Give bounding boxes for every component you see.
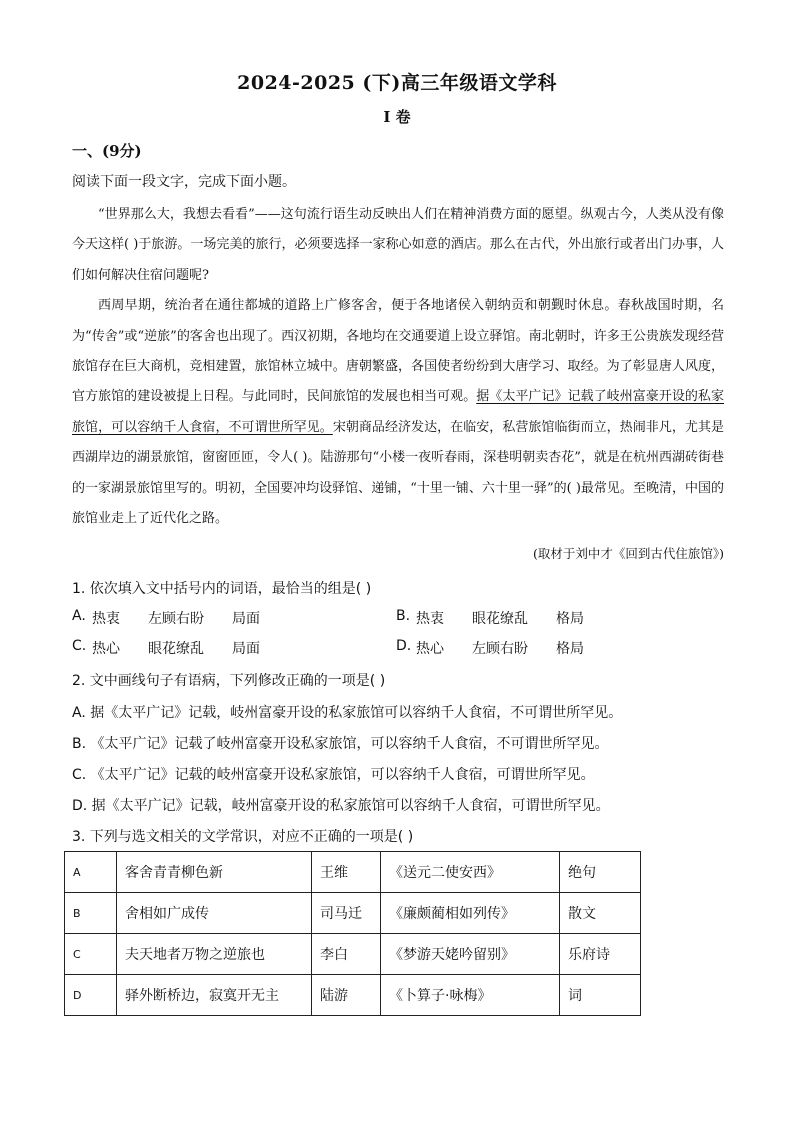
author: 王维 [312, 852, 381, 893]
row-key: D [65, 975, 117, 1016]
passage-source: (取材于刘中才《回到古代住旅馆》) [532, 546, 724, 561]
question-2-stem: 2. 文中画线句子有语病，下列修改正确的一项是( ) [72, 673, 386, 689]
passage-text: 西周早期，统治者在通往都城的道路上广修客舍，便于各地诸侯入朝纳贡和朝觐时休息。春秋战国时期，名为“传舍”或“逆旅”的客舍也出现了。西汉初期，各地均在交通要道上设立驿馆。南北朝时，许多王公贵族发现经营旅馆存在巨大商机，竞相建置，旅馆林立城中。唐朝繁盛，各国使者纷纷到大唐学习、取经。为了彰显唐人风度，官方旅馆的建设被提上日程。与此同时，民间旅馆的发展也相当可观。 [72, 298, 724, 405]
work-title: 《廉颇蔺相如列传》 [381, 893, 560, 934]
option-word: 热衷 [92, 611, 120, 627]
option-word: 左顾右盼 [472, 641, 528, 657]
quoted-line: 舍相如广成传 [117, 893, 312, 934]
underlined-sentence: 据《太平广记》记载了岐州富豪开设的私家旅馆，可以容纳千人食宿，不可谓世所罕见。 [72, 389, 724, 435]
work-title: 《梦游天姥吟留别》 [381, 934, 560, 975]
work-title: 《送元二使安西》 [381, 852, 560, 893]
option-word: 热心 [416, 641, 444, 657]
author: 李白 [312, 934, 381, 975]
instruction: 阅读下面一段文字，完成下面小题。 [72, 174, 296, 190]
passage-paragraph-1: “世界那么大，我想去看看”——这句流行语生动反映出人们在精神消费方面的愿望。纵观古今，人类从没有像今天这样( )于旅游。一场完美的旅行，必须要选择一家称心如意的酒店。那么在古代，外出旅行或者出门办事，人们如何解决住宿问题呢? [72, 207, 724, 283]
option-word: 局面 [232, 641, 260, 657]
option-word: 左顾右盼 [148, 611, 204, 627]
question-1-options-row-1 [72, 608, 732, 630]
reading-passage [72, 200, 724, 534]
genre: 乐府诗 [560, 934, 641, 975]
genre: 散文 [560, 893, 641, 934]
option-letter: D. [396, 638, 412, 654]
genre: 绝句 [560, 852, 641, 893]
question-2-option-a: A. 据《太平广记》记载，岐州富豪开设的私家旅馆可以容纳千人食宿，不可谓世所罕见。 [72, 705, 623, 721]
quoted-line: 夫天地者万物之逆旅也 [117, 934, 312, 975]
passage-paragraph-2 [72, 291, 724, 534]
quoted-line: 驿外断桥边，寂寞开无主 [117, 975, 312, 1016]
option-word: 格局 [556, 611, 584, 627]
table-row [65, 975, 641, 1016]
option-word: 热心 [92, 641, 120, 657]
question-2-option-c: C. 《太平广记》记载的岐州富豪开设私家旅馆，可以容纳千人食宿，可谓世所罕见。 [72, 767, 595, 783]
row-key: C [65, 934, 117, 975]
paper-subtitle: I 卷 [383, 108, 411, 126]
question-3-stem: 3. 下列与选文相关的文学常识，对应不正确的一项是( ) [72, 829, 414, 845]
table-row [65, 934, 641, 975]
option-word: 眼花缭乱 [472, 611, 528, 627]
option-word: 眼花缭乱 [148, 641, 204, 657]
option-letter: A. [72, 608, 86, 624]
quoted-line: 客舍青青柳色新 [117, 852, 312, 893]
question-2-option-d: D. 据《太平广记》记载，岐州富豪开设的私家旅馆可以容纳千人食宿，可谓世所罕见。 [72, 798, 610, 814]
option-letter: C. [72, 638, 87, 654]
option-word: 局面 [232, 611, 260, 627]
question-2-option-b: B. 《太平广记》记载了岐州富豪开设私家旅馆，可以容纳千人食宿，不可谓世所罕见。 [72, 736, 609, 752]
author: 司马迁 [312, 893, 381, 934]
question-1-options-row-2 [72, 638, 732, 660]
literature-table [64, 851, 641, 1016]
page-title: 2024-2025 (下)高三年级语文学科 [237, 72, 557, 94]
section-heading: 一、(9分) [72, 142, 142, 160]
passage-text: 宋朝商品经济发达，在临安，私营旅馆临街而立，热闹非凡，尤其是西湖岸边的湖景旅馆，窗窗匝匝，令人( )。陆游那句“小楼一夜听春雨，深巷明朝卖杏花”，就是在杭州西湖砖街巷的一家湖景旅馆里写的。明初，全国要冲均设驿馆、递铺，“十里一铺、六十里一驿”的( )最常见。至晚清，中国的旅馆业走上了近代化之路。 [72, 419, 724, 527]
row-key: A [65, 852, 117, 893]
row-key: B [65, 893, 117, 934]
option-letter: B. [396, 608, 411, 624]
table-row [65, 893, 641, 934]
work-title: 《卜算子·咏梅》 [381, 975, 560, 1016]
option-word: 热衷 [416, 611, 444, 627]
table-row [65, 852, 641, 893]
option-word: 格局 [556, 641, 584, 657]
author: 陆游 [312, 975, 381, 1016]
genre: 词 [560, 975, 641, 1016]
question-1-stem: 1. 依次填入文中括号内的词语，最恰当的组是( ) [72, 581, 372, 597]
